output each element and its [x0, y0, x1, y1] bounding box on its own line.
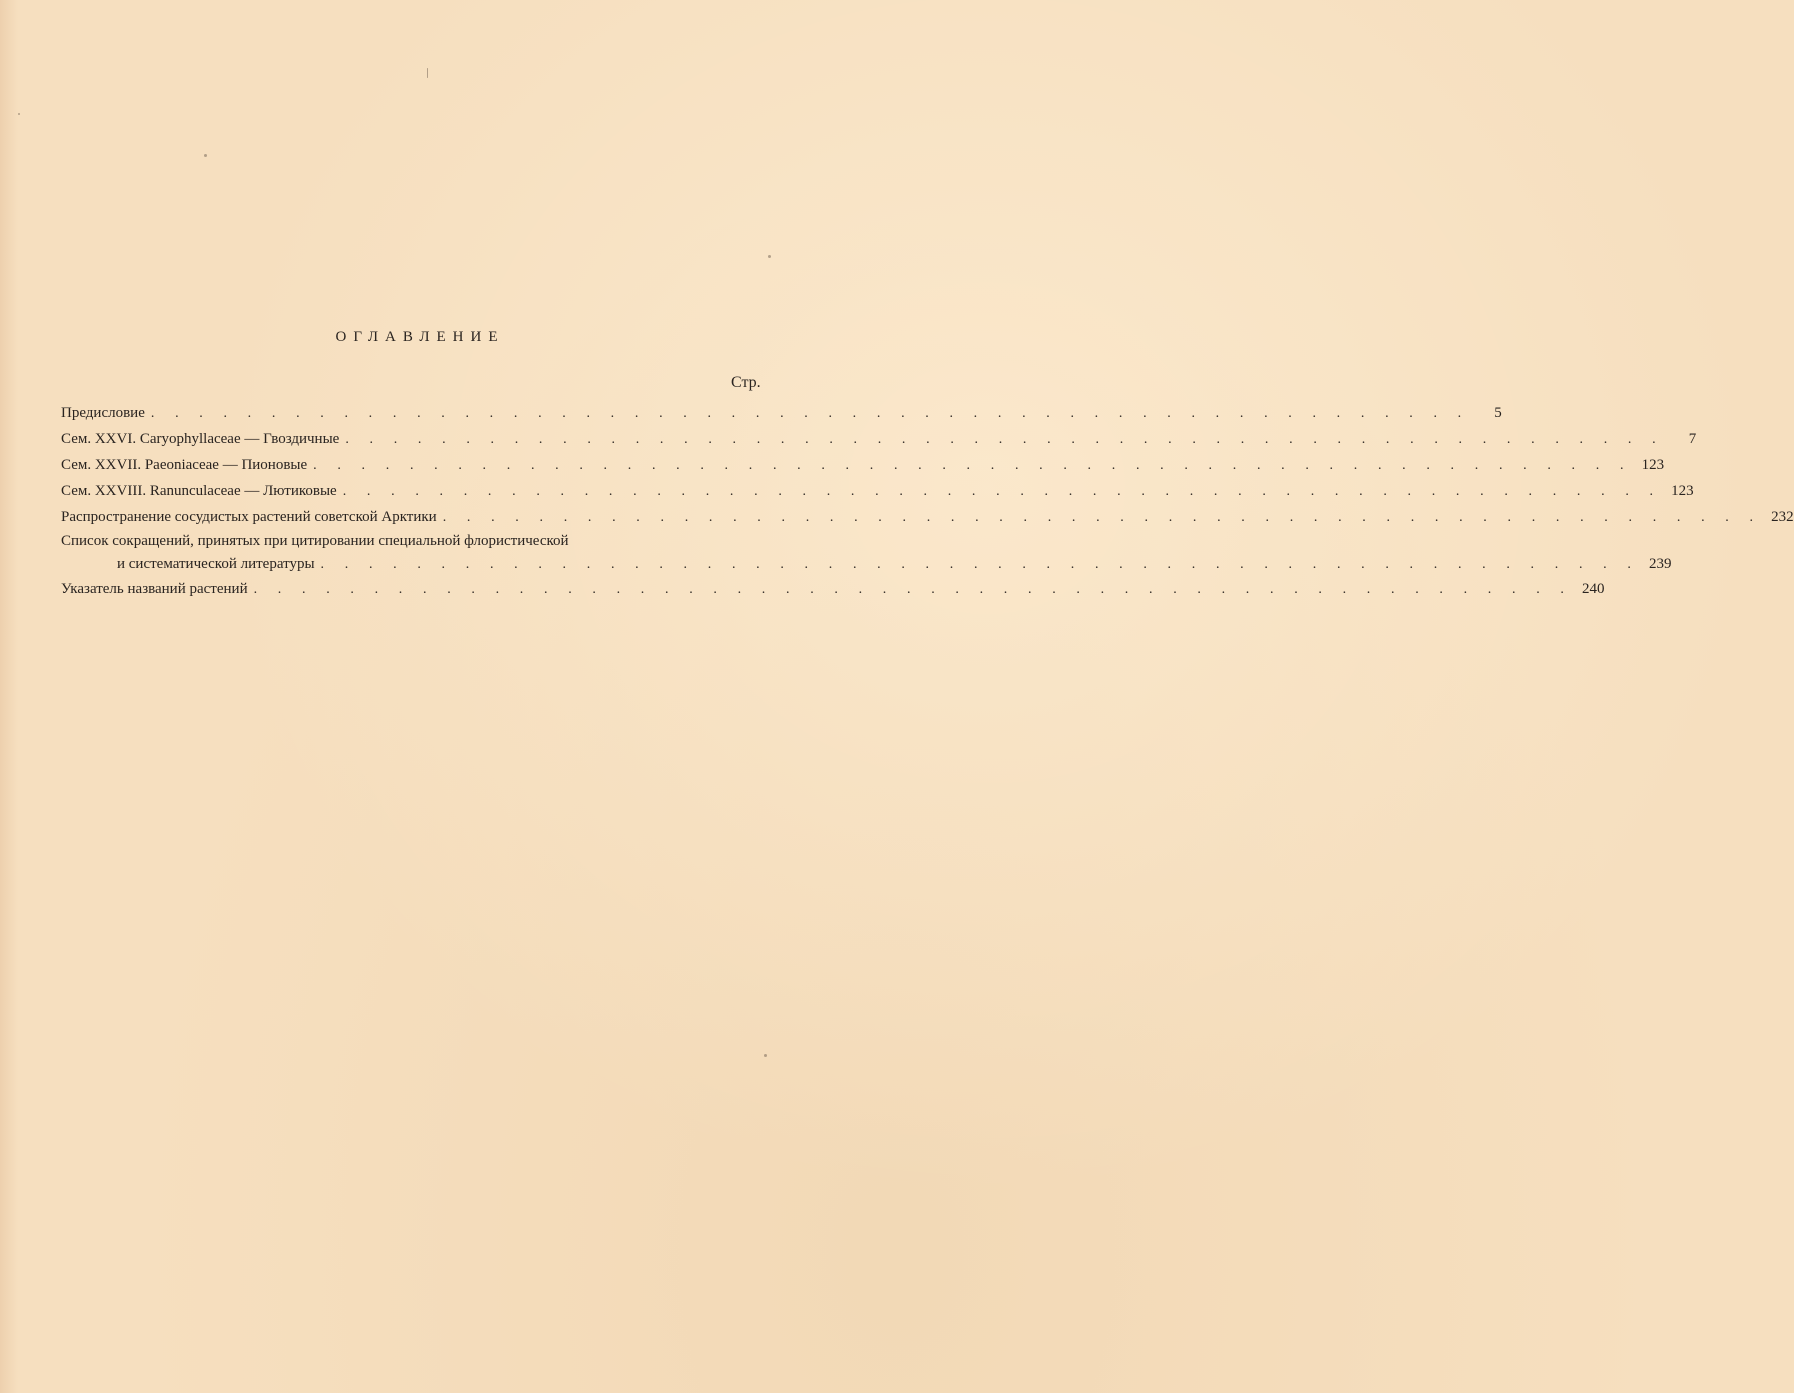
leader-dots: . . . . . . . . . . . . . . . . . . . . . . . . . . . . . . . . . . . . . . . . . . . . . . . . . . . . . . . [345, 432, 1665, 447]
toc-entry-first-line[interactable] [61, 530, 774, 552]
toc-entry-label: и систематической литературы [117, 556, 315, 572]
toc-entry-label: Указатель названий растений [61, 581, 248, 597]
paper-speck [18, 113, 20, 115]
toc-entry[interactable] [61, 452, 1665, 478]
toc-entry-page: 240 [1582, 581, 1605, 597]
toc-entry[interactable] [61, 504, 1794, 530]
toc-entry-page: 7 [1688, 431, 1697, 447]
leader-dots: . . . . . . . . . . . . . . . . . . . . . . . . . . . . . . . . . . . . . . . . . . . . . . . . . . . . . . . [320, 557, 1640, 572]
toc-entry-second-line[interactable] [61, 552, 1672, 576]
toc-entry[interactable] [61, 426, 1697, 452]
toc-entry[interactable] [61, 478, 1694, 504]
page-title: ОГЛАВЛЕНИЕ [335, 329, 505, 345]
toc-entry-page: 123 [1671, 483, 1694, 499]
table-of-contents [61, 400, 1794, 602]
leader-dots: . . . . . . . . . . . . . . . . . . . . . . . . . . . . . . . . . . . . . . . . . . . . . . . . . . . . . . . [313, 458, 1633, 473]
leader-dots: . . . . . . . . . . . . . . . . . . . . . . . . . . . . . . . . . . . . . . . . . . . . . . . . . . . . . . . [342, 484, 1662, 499]
toc-entry-label: Распространение сосудистых растений советской Арктики [61, 509, 437, 525]
toc-entry-page: 123 [1641, 457, 1665, 473]
toc-entry-label: Предисловие [61, 405, 145, 421]
toc-entry-page: 239 [1648, 556, 1672, 572]
page-column-label: Стр. [731, 374, 761, 391]
paper-speck [204, 154, 207, 157]
toc-entry-page: 232 [1771, 509, 1794, 525]
paper-speck [768, 255, 771, 258]
toc-entry-label: Список сокращений, принятых при цитировании специальной флористической [61, 533, 569, 549]
paper-speck [764, 1054, 767, 1057]
toc-entry[interactable] [61, 400, 1502, 426]
toc-entry-label: Сем. XXVII. Paeoniaceae — Пионовые [61, 457, 308, 473]
toc-entry[interactable] [61, 576, 1605, 602]
toc-entry-label: Сем. XXVIII. Ranunculaceae — Лютиковые [61, 483, 337, 499]
paper-speck [427, 68, 428, 78]
leader-dots: . . . . . . . . . . . . . . . . . . . . . . . . . . . . . . . . . . . . . . . . . . . . . . . . . . . . . . . [253, 582, 1573, 597]
leader-dots: . . . . . . . . . . . . . . . . . . . . . . . . . . . . . . . . . . . . . . . . . . . . . . . . . . . . . . . [150, 406, 1470, 421]
toc-entry-page: 5 [1494, 405, 1502, 421]
leader-dots: . . . . . . . . . . . . . . . . . . . . . . . . . . . . . . . . . . . . . . . . . . . . . . . . . . . . . . . [442, 510, 1762, 525]
toc-entry-label: Сем. XXVI. Caryophyllaceae — Гвоздичные [61, 431, 340, 447]
